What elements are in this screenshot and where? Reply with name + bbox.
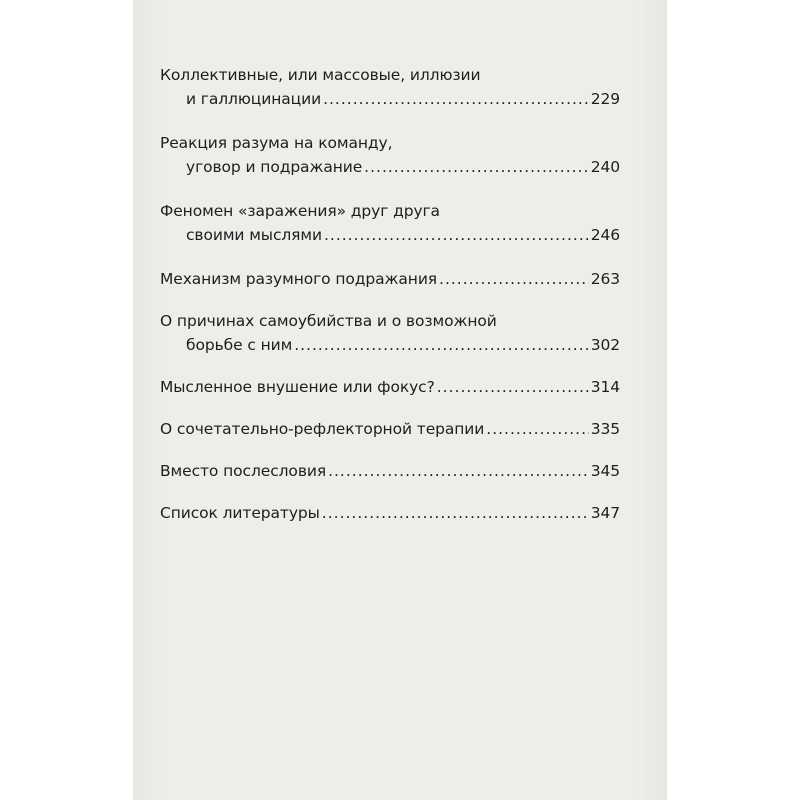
toc-entry-last-line xyxy=(160,223,620,247)
toc-entry xyxy=(160,459,620,483)
dot-leader xyxy=(324,223,589,247)
toc-entry-title-cont: борьбе с ним xyxy=(186,336,293,354)
toc-entry xyxy=(160,63,620,111)
toc-entry-title: Реакция разума на команду, xyxy=(160,134,393,152)
toc-entry-title: Коллективные, или массовые, иллюзии xyxy=(160,66,481,84)
toc-page-number: 302 xyxy=(590,336,620,354)
toc-entry-last-line xyxy=(160,459,620,483)
toc-page-number: 263 xyxy=(590,270,620,288)
toc-entry-title-cont: и галлюцинации xyxy=(186,90,322,108)
dot-leader xyxy=(323,87,589,111)
toc-page-number: 314 xyxy=(590,378,620,396)
dot-leader xyxy=(328,459,589,483)
dot-leader xyxy=(322,501,589,525)
toc-entry xyxy=(160,267,620,291)
toc-entry-last-line xyxy=(160,501,620,525)
dot-leader xyxy=(294,333,589,357)
toc-page-number: 347 xyxy=(590,504,620,522)
table-of-contents xyxy=(160,63,620,525)
toc-entry xyxy=(160,199,620,247)
toc-page-number: 345 xyxy=(590,462,620,480)
toc-entry-title: Вместо послесловия xyxy=(160,462,327,480)
toc-entry-title-cont: уговор и подражание xyxy=(186,158,363,176)
dot-leader xyxy=(437,375,589,399)
toc-page-number: 240 xyxy=(590,158,620,176)
toc-entry-title: Механизм разумного подражания xyxy=(160,270,438,288)
toc-entry-last-line xyxy=(160,333,620,357)
toc-page-number: 229 xyxy=(590,90,620,108)
toc-entry xyxy=(160,131,620,179)
toc-entry-last-line xyxy=(160,375,620,399)
toc-entry-title: О сочетательно-рефлекторной терапии xyxy=(160,420,485,438)
toc-entry-last-line xyxy=(160,417,620,441)
toc-entry-last-line xyxy=(160,87,620,111)
toc-entry-last-line xyxy=(160,267,620,291)
toc-entry-last-line xyxy=(160,155,620,179)
toc-entry xyxy=(160,375,620,399)
dot-leader xyxy=(486,417,588,441)
toc-entry-title: Список литературы xyxy=(160,504,320,522)
toc-entry-title-cont: своими мыслями xyxy=(186,226,322,244)
toc-page-number: 335 xyxy=(590,420,620,438)
dot-leader xyxy=(439,267,589,291)
toc-entry-title: О причинах самоубийства и о возможной xyxy=(160,312,497,330)
dot-leader xyxy=(364,155,589,179)
toc-entry-title: Феномен «заражения» друг друга xyxy=(160,202,440,220)
toc-entry xyxy=(160,417,620,441)
toc-entry xyxy=(160,309,620,357)
toc-entry xyxy=(160,501,620,525)
book-page xyxy=(133,0,667,800)
toc-page-number: 246 xyxy=(590,226,620,244)
toc-entry-title: Мысленное внушение или фокус? xyxy=(160,378,435,396)
